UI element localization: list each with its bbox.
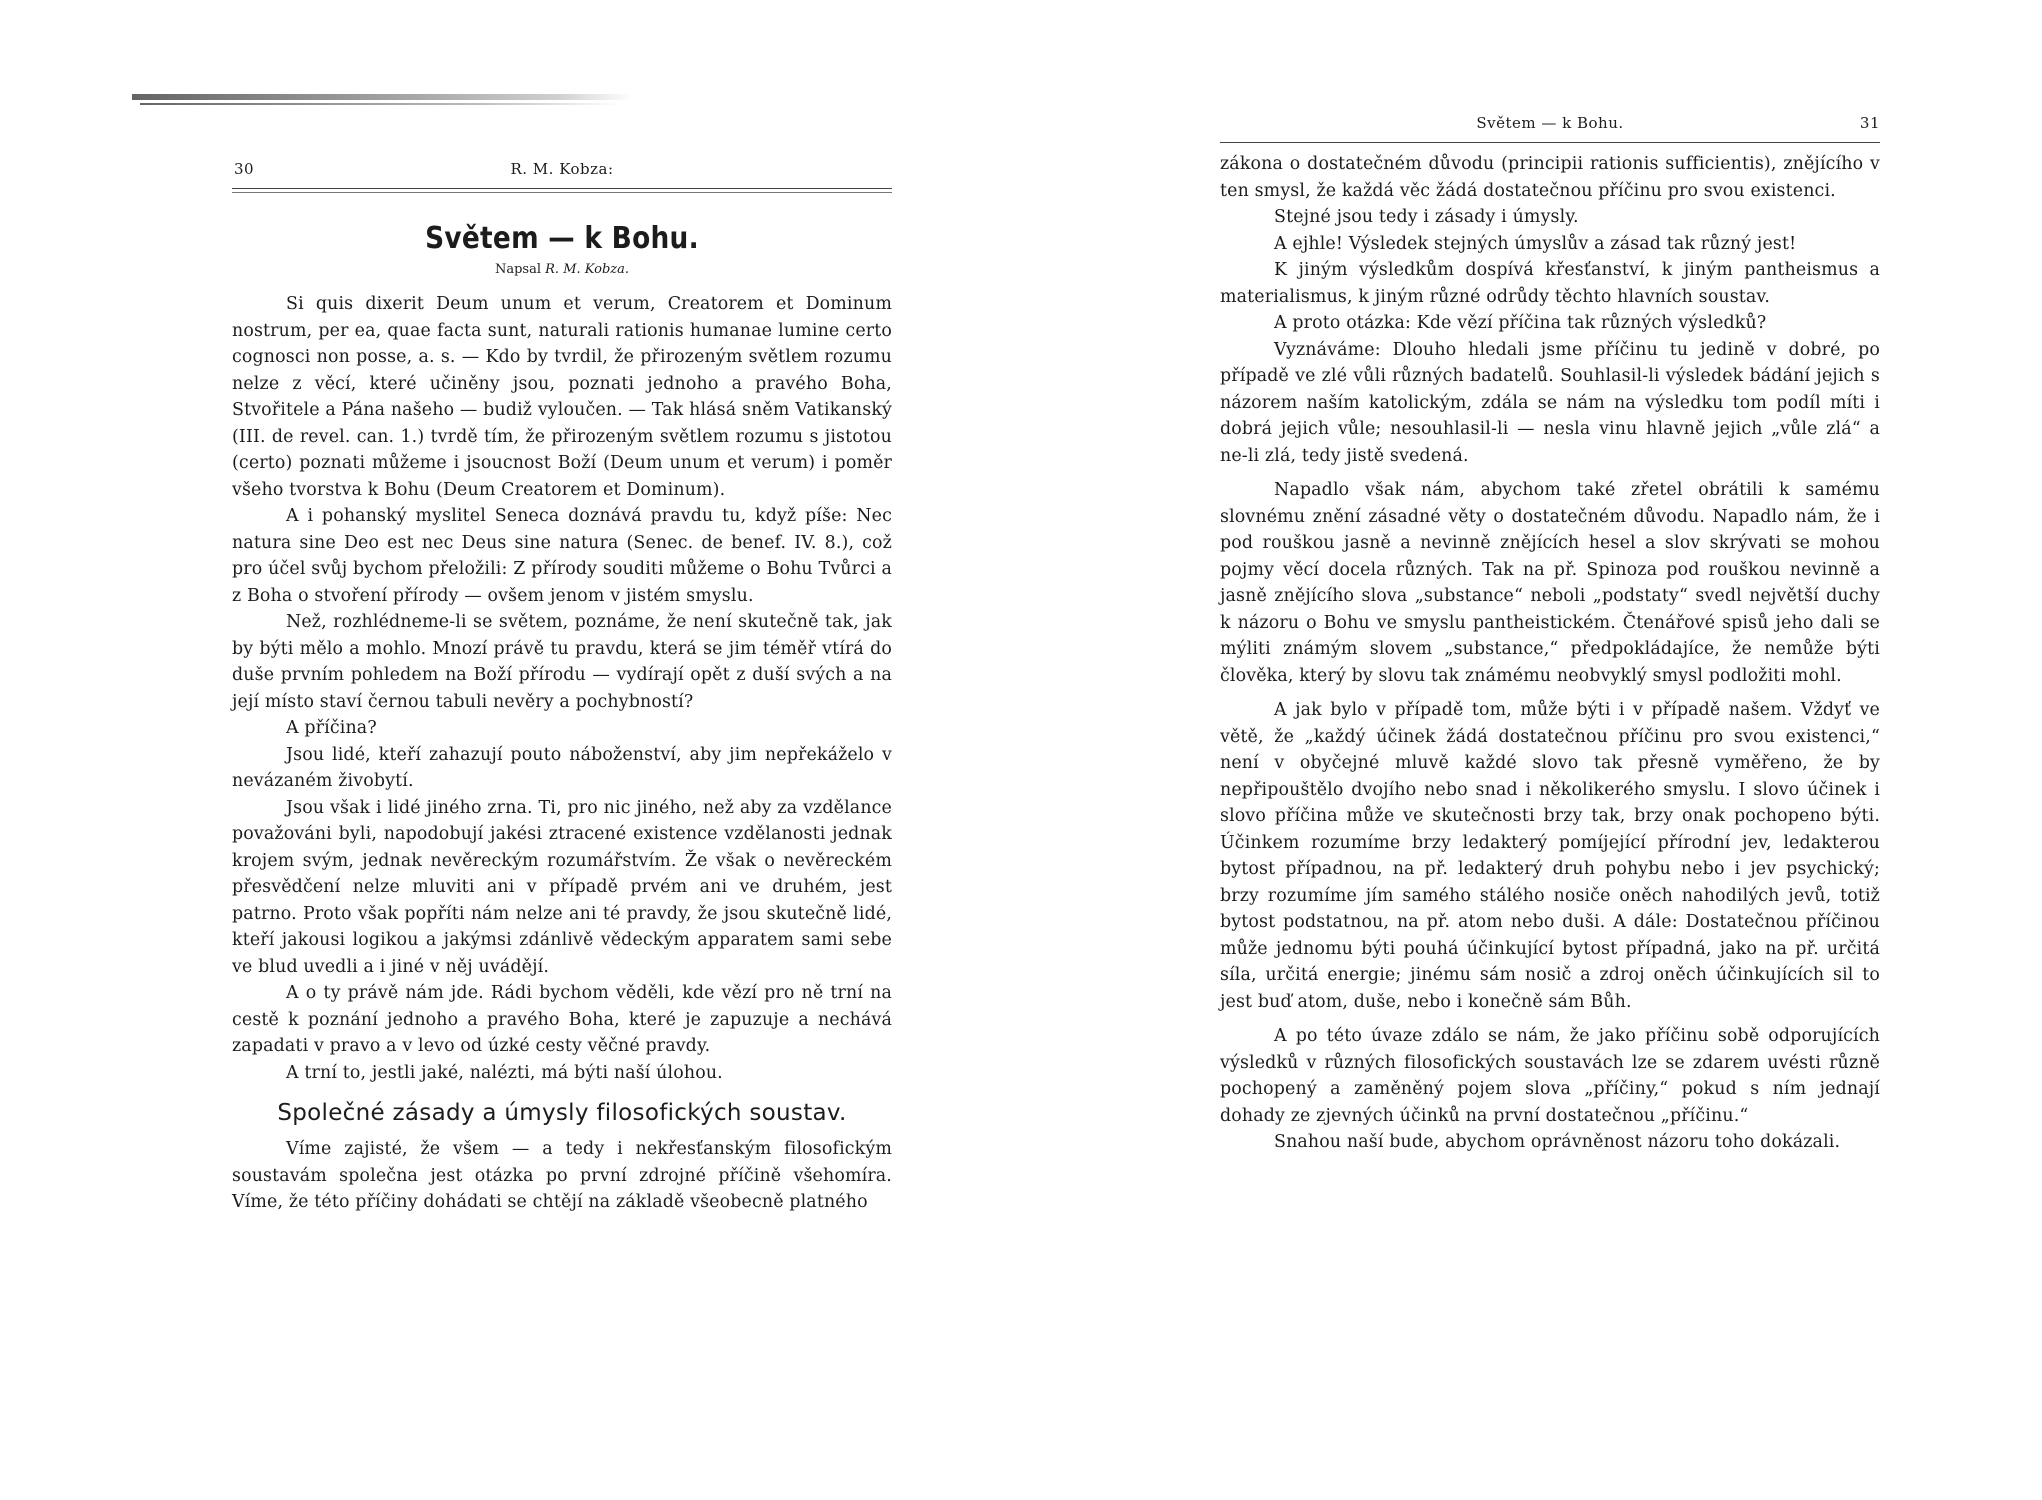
page-number: 31 [1859,114,1880,132]
right-page [1220,0,1880,1156]
running-head-title: Světem — k Bohu. [1476,114,1624,132]
paragraph: Jsou však i lidé jiného zrna. Ti, pro nic jiného, než aby za vzdělance považováni byli, napodobují jakési ztracené existence vzdělanosti jednak krojem svým, jednak nevěreckým rozumářstvím. Že však o nevěreckém přesvědčení nelze mluviti ani v případě prvém ani ve druhém, jest patrno. Proto však popříti nám nelze ani té pravdy, že jsou skutečně lidé, kteří jakousi logikou a jakýmsi zdánlivě vědeckým apparatem sami sebe ve blud uvedli a i jiné v něj uvádějí. [232,797,892,977]
header-rule-thin [232,192,892,193]
section-text [232,1136,892,1216]
paragraph: Než, rozhlédneme-li se světem, poznáme, že není skutečně tak, jak by býti mělo a mohlo. Mnozí právě tu pravdu, která se jim téměř vtírá do duše prvním pohledem na Boží přírodu — vydírají opět z duší svých a na její místo staví černou tabuli nevěry a pochybností? [232,612,892,712]
paragraph: A příčina? [286,718,377,738]
paragraph: A proto otázka: Kde vězí příčina tak různých výsledků? [1274,313,1767,333]
paragraph: Jsou lidé, kteří zahazují pouto náboženství, aby jim nepřekáželo v nevázaném živobytí. [232,744,892,791]
paragraph: Víme zajisté, že všem — a tedy i nekřesťanským filosofickým soustavám společna jest otázka po první zdrojné příčině všehomíra. Víme, že této příčiny dohádati se chtějí na základě všeobecně platného [232,1139,892,1212]
paragraph: Vyznáváme: Dlouho hledali jsme příčinu tu jedině v dobré, po případě ve zlé vůli různých badatelů. Souhlasil-li výsledek bádání jejich s názorem naším katolickým, zdála se nám na výsledku tom podíl míti i dobrá jejich vůle; nesouhlasil-li — nesla vinu hlavně jejich „vůle zlá“ a ne-li zlá, tedy jistě svedená. [1220,339,1880,466]
paragraph: A trní to, jestli jaké, nalézti, má býti naší úlohou. [286,1062,723,1083]
paragraph: A po této úvaze zdálo se nám, že jako příčinu sobě odporujících výsledků v různých filosofických soustavách lze se zdarem uvésti různě pochopený a zaměněný pojem slova „příčiny,“ pokud s ním jednají dohady ze zjevných účinků na první dostatečnou „příčinu.“ [1220,1026,1880,1126]
paragraph: Si quis dixerit Deum unum et verum, Creatorem et Dominum nostrum, per ea, quae facta sunt, naturali rationis humanae lumine certo cognosci non posse, a. s. — Kdo by tvrdil, že přirozeným světlem rozumu nelze z věcí, které učiněny jsou, poznati jednoho a pravého Boha, Stvořitele a Pána našeho — budiž vyloučen. — Tak hlásá sněm Vatikanský (III. de revel. can. 1.) tvrdě tím, že přirozeným světlem rozumu s jistotou (certo) poznati můžeme i jsoucnost Boží (Deum unum et verum) i poměr všeho tvorstva k Bohu (Deum Creatorem et Dominum). [232,294,892,500]
running-head [1220,114,1880,140]
paragraph: A jak bylo v případě tom, může býti i v případě našem. Vždyť ve větě, že „každý účinek žádá dostatečnou příčinu pro svou existenci,“ není v obyčejné mluvě každé slovo tak přesně vyměřeno, že by nepřipouštělo dvojího nebo snad i několikerého smyslu. I slovo účinek i slovo příčina může ve skutečnosti brzy tak, brzy onak pochopeno býti. Účinkem rozumíme brzy ledakterý pomíjející přírodní jev, ledakterou bytost případnou, na př. ledakterý druh pohybu nebo i jev psychický; brzy rozumíme jím samého stálého nosiče oněch nahodilých jevů, totiž bytost podstatnou, na př. atom nebo duši. A dále: Dostatečnou příčinou může jednomu býti pouhá účinkující bytost případná, jako na př. určitá síla, určitá energie; jinému sám nosič a zdroj oněch účinkujících sil to jest buď atom, duše, nebo i konečně sám Bůh. [1220,700,1880,1012]
byline [232,262,892,277]
left-page [232,0,892,1216]
paragraph: A o ty právě nám jde. Rádi bychom věděli, kde vězí pro ně trní na cestě k poznání jednoho a pravého Boha, které je zapuzuje a nechává zapadati v pravo a v levo od úzké cesty věčné pravdy. [232,983,892,1056]
running-head [232,160,892,186]
paragraph: K jiným výsledkům dospívá křesťanství, k jiným pantheismus a materialismus, k jiným různé odrůdy těchto hlavních soustav. [1220,260,1880,307]
paragraph: A i pohanský myslitel Seneca doznává pravdu tu, když píše: Nec natura sine Deo est nec Deus sine natura (Senec. de benef. IV. 8.), což pro účel svůj bychom přeložili: Z přírody souditi můžeme o Bohu Tvůrci a z Boha o stvoření přírody — ovšem jenom v jistém smyslu. [232,506,892,606]
paragraph: Napadlo však nám, abychom také zřetel obrátili k samému slovnému znění zásadné věty o dostatečném důvodu. Napadlo nám, že i pod rouškou jasně a nevinně znějících hesel a slov skrývati se mohou pojmy věcí docela různých. Tak na př. Spinoza pod rouškou nevinně a jasně znějícího slova „substance“ neboli „podstaty“ svedl největší duchy k názoru o Bohu ve smyslu pantheistickém. Čtenářové spisů jeho dali se mýliti známým slovem „substance,“ předpokládajíce, že nemůže býti člověka, který by slovu tak známému neobvyklý smysl podložiti mohl. [1220,480,1880,686]
paragraph: zákona o dostatečném důvodu (principii rationis sufficientis), znějícího v ten smysl, že každá věc žádá dostatečnou příčinu pro svou existenci. [1220,154,1880,201]
paragraph: Stejné jsou tedy i zásady i úmysly. [1274,207,1579,227]
paragraph: A ejhle! Výsledek stejných úmyslův a zásad tak různý jest! [1274,233,1797,254]
body-text [232,291,892,1086]
header-rule [232,188,892,189]
byline-author: R. M. Kobza. [545,262,630,277]
running-head-title: R. M. Kobza: [510,160,614,178]
section-heading: Společné zásady a úmysly filosofických soustav. [277,1100,847,1126]
article-title: Světem — k Bohu. [425,221,699,256]
header-rule [1220,142,1880,143]
paragraph: Snahou naší bude, abychom oprávněnost názoru toho dokázali. [1274,1132,1841,1152]
page-number: 30 [234,160,255,178]
body-text [1220,151,1880,1156]
byline-prefix: Napsal [494,262,541,277]
